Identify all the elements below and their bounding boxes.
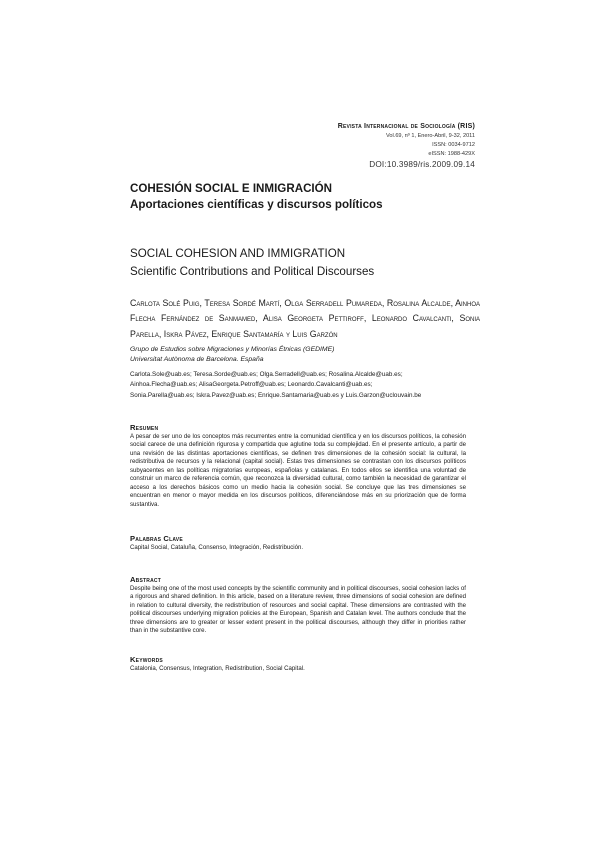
subtitle-english: Scientific Contributions and Political Discourses [130,265,375,278]
author-emails [130,370,480,401]
author-list: Carlota Solé Puig, Teresa Sordé Martí, Olga Serradell Pumareda, Rosalina Alcalde, Ainhoa Flecha Fernández de Sanmamed, Alisa Georgeta Pettiroff, Leonardo Cavalcanti, Sonia Parella, Iskra Pávez, Enrique Santamaría y Luis Garzón [130,298,480,339]
abstract-text: Despite being one of the most used concepts by the scientific community and in political discourses, social cohesion lacks of a rigorous and shared definition. In this article, based on a literature review, three dimensions of social cohesion are defined in relation to cultural diversity, the redistribution of resources and social capital. These dimensions are contrasted with the political discourses underlying migration policies at the European, Spanish and Catalan level. The authors conclude that the three dimensions are to greater or lesser extent present in the political discourses, although they differ in priorities rather than in the substantive core. [130,585,466,635]
email-line: Ainhoa.Flecha@uab.es; AlisaGeorgeta.Petroff@uab.es; Leonardo.Cavalcanti@uab.es; [130,381,373,389]
resumen-section [130,423,466,509]
palabras-clave-section [130,534,466,552]
title-english: SOCIAL COHESION AND IMMIGRATION [130,247,346,260]
affiliation [130,345,480,365]
journal-issn: ISSN: 0034-9712 [432,142,475,148]
journal-eissn: eISSN: 1988-429X [428,151,475,157]
keywords-text: Catalonia, Consensus, Integration, Redistribution, Social Capital. [130,665,305,672]
research-group: Grupo de Estudios sobre Migraciones y Minorías Étnicas (GEDIME) [130,346,335,353]
keywords-section [130,655,466,673]
subtitle-spanish: Aportaciones científicas y discursos políticos [130,198,383,211]
resumen-text: A pesar de ser uno de los conceptos más recurrentes entre la comunidad científica y en los discursos políticos, la cohesión social carece de una definición rigurosa y compartida que aglutine toda su complejidad. En el presente artículo, a partir de una revisión de las distintas aportaciones científicas, se definen tres dimensiones de la cohesión social: la cultural, la redistributiva de recursos y la relacional (capital social). Estas tres dimensiones se contrastan con los discursos políticos subyacentes en las políticas migratorias europeas, españolas y catalanas. En todos ellos se identifica una voluntad de construir un marco de referencia común, que reconozca la diversidad cultural, como también la necesidad de garantizar el acceso a los derechos básicos como un medio hacia la cohesión social. Se concluye que las tres dimensiones se encuentran en menor o mayor medida en los discursos políticos, diferenciándose más en su priorización que de forma sustantiva. [130,433,466,508]
resumen-heading: Resumen [130,423,159,432]
university: Universitat Autònoma de Barcelona. España [130,356,264,363]
journal-doi: DOI:10.3989/ris.2009.09.14 [369,160,475,169]
palabras-clave-text: Capital Social, Cataluña, Consenso, Integración, Redistribución. [130,544,304,551]
journal-header [338,121,475,170]
journal-name: Revista Internacional de Sociología (RIS) [337,123,475,130]
abstract-heading: Abstract [130,575,161,584]
article-titles [130,181,480,278]
title-spanish: COHESIÓN SOCIAL E INMIGRACIÓN [130,182,333,195]
journal-volume: Vol.69, nº 1, Enero-Abril, 9-32, 2011 [385,133,475,139]
email-line: Carlota.Sole@uab.es; Teresa.Sorde@uab.es; Olga.Serradell@uab.es; Rosalina.Alcalde@uab.es; [130,371,403,378]
palabras-clave-heading: Palabras Clave [130,534,183,543]
abstract-section [130,575,466,636]
keywords-heading: Keywords [130,655,163,664]
email-line: Sonia.Parella@uab.es; Iskra.Pavez@uab.es; Enrique.Santamaria@uab.es y Luis.Garzon@uclouvain.be [130,391,422,399]
